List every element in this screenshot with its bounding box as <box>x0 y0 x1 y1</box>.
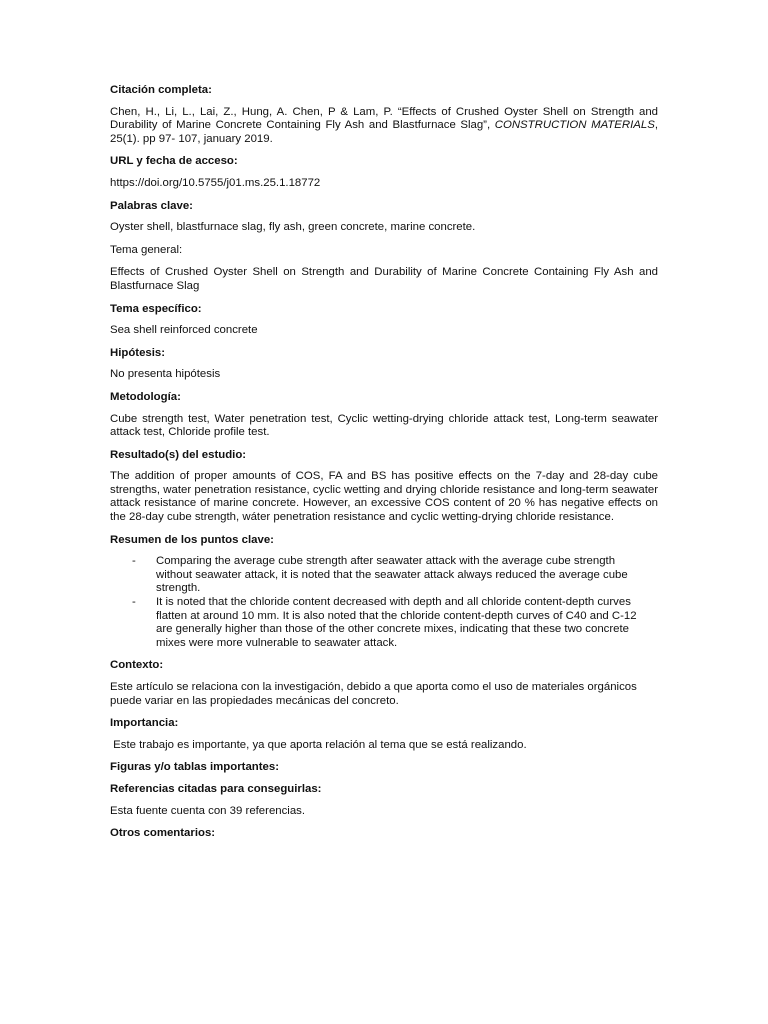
general-topic-heading: Tema general: <box>110 243 183 256</box>
references-text: Esta fuente cuenta con 39 referencias. <box>110 804 306 817</box>
methodology-text: Cube strength test, Water penetration test, Cyclic wetting-drying chloride attack test, Long-term seawater attack test, Chloride profile test. <box>110 412 658 439</box>
key-point-text: It is noted that the chloride content decreased with depth and all chloride content-depth curves flatten at around 10 mm. It is also noted that the chloride content-depth curves of C40 and C-12 are generally higher than those of the other concrete mixes, indicating that these two concrete mixes were more vulnerable to seawater attack. <box>156 596 637 649</box>
document-page <box>110 84 658 849</box>
figures-heading: Figuras y/o tablas importantes: <box>110 761 279 774</box>
specific-topic-heading: Tema específico: <box>110 302 202 315</box>
references-heading: Referencias citadas para conseguirlas: <box>110 782 322 795</box>
methodology-heading: Metodología: <box>110 390 181 403</box>
context-heading: Contexto: <box>110 659 164 672</box>
citation-volume-pages: , 25(1). pp 97- 107, january 2019. <box>110 119 658 145</box>
keywords-heading: Palabras clave: <box>110 199 193 212</box>
hypothesis-text: No presenta hipótesis <box>110 368 221 381</box>
url-text: https://doi.org/10.5755/j01.ms.25.1.18772 <box>110 176 321 189</box>
hypothesis-heading: Hipótesis: <box>110 346 166 359</box>
list-item <box>110 555 658 596</box>
other-comments-heading: Otros comentarios: <box>110 827 216 840</box>
general-topic-text: Effects of Crushed Oyster Shell on Strength and Durability of Marine Concrete Containing Fly Ash and Blastfurnace Slag <box>110 266 658 292</box>
url-heading: URL y fecha de acceso: <box>110 155 238 168</box>
citation-authors-title: Chen, H., Li, L., Lai, Z., Hung, A. Chen, P & Lam, P. “Effects of Crushed Oyster Shell on Strength and Durability of Marine Concrete Containing Fly Ash and Blastfurnace Slag”, <box>110 105 658 132</box>
bullet-marker: - <box>132 596 136 609</box>
citation-text <box>110 106 658 147</box>
list-item <box>110 596 658 650</box>
importance-heading: Importancia: <box>110 717 179 730</box>
citation-heading: Citación completa: <box>110 84 212 96</box>
keywords-text: Oyster shell, blastfurnace slag, fly ash, green concrete, marine concrete. <box>110 221 476 234</box>
results-heading: Resultado(s) del estudio: <box>110 448 247 461</box>
importance-text: Este trabajo es importante, ya que aporta relación al tema que se está realizando. <box>110 738 527 751</box>
key-points-list <box>110 555 658 650</box>
results-text: The addition of proper amounts of COS, FA and BS has positive effects on the 7-day and 28-day cube strengths, water penetration resistance, cyclic wetting and drying chloride resistance and long-term seawater attack resistance of marine concrete. However, an excessive COS content of 20 % has negative effects on the 28-day cube strength, wáter penetration resistance and cyclic wetting-drying chloride resistance. <box>110 470 658 524</box>
key-points-heading: Resumen de los puntos clave: <box>110 533 274 546</box>
citation-journal: CONSTRUCTION MATERIALS <box>494 119 655 132</box>
context-text: Este artículo se relaciona con la investigación, debido a que aporta como el uso de materiales orgánicos puede variar en las propiedades mecánicas del concreto. <box>110 681 637 707</box>
bullet-marker: - <box>132 555 136 568</box>
specific-topic-text: Sea shell reinforced concrete <box>110 324 258 337</box>
key-point-text: Comparing the average cube strength after seawater attack with the average cube strength without seawater attack, it is noted that the seawater attack always reduced the average cube strength. <box>156 555 628 595</box>
